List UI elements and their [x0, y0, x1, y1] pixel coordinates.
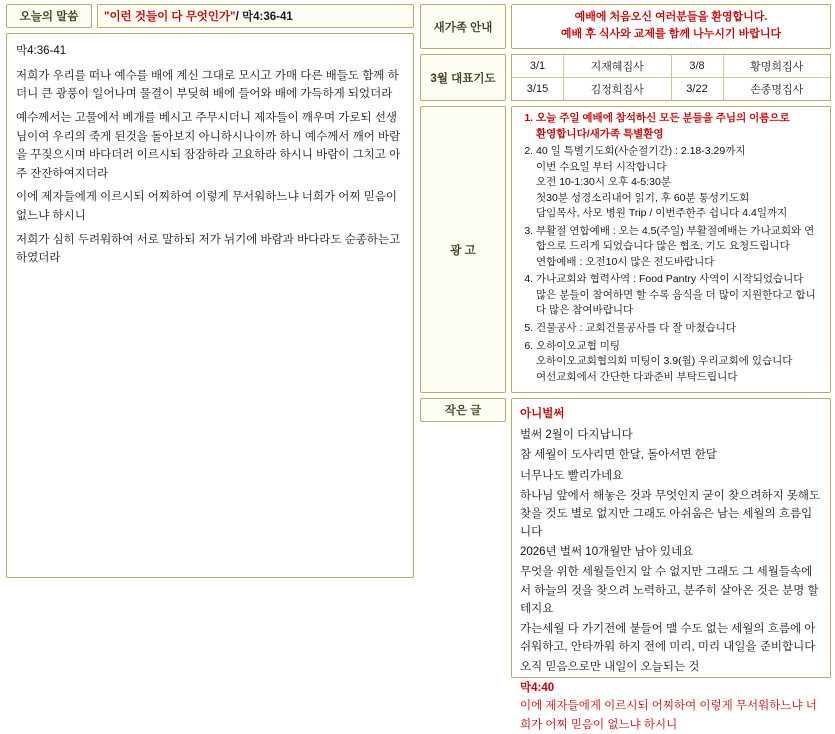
announcement-line: 6. 오하이오교협 미팅: [536, 339, 621, 352]
verse-title: [97, 4, 414, 28]
list-item: [536, 224, 824, 271]
announcement-line: 환영합니다/새가족 특별환영: [536, 127, 664, 140]
left-header: [6, 4, 414, 28]
left-column: [0, 0, 420, 584]
announcement-line: 연합예배 : 오전10시 많은 전도바랍니다: [536, 255, 715, 268]
newfamily-label: 새가족 안내: [420, 4, 506, 49]
newfamily-line-2: 예배 후 식사와 교제를 함께 나누시기 바랍니다: [560, 28, 782, 41]
essay-title: 아니벌써: [520, 408, 565, 421]
announcement-line: 3. 부활절 연합예배 : 오는 4.5(주일) 부활절예배는 가나교회와 연합으로 드리게 되었습니다 많은 협조, 기도 요청드립니다: [536, 224, 815, 253]
essay-content: [511, 398, 831, 731]
verse-quote: "이런 것들이 다 무엇인가": [104, 11, 236, 23]
announcement-line: 첫30분 성경소리내어 읽기, 후 60분 통성기도회: [536, 191, 750, 204]
prayer-row: [420, 54, 831, 101]
prayer-date: 3/22: [671, 78, 723, 101]
scripture-body: [6, 33, 414, 578]
verse-reference: / 막4:36-41: [235, 11, 293, 23]
essay-paragraph: 오직 믿음으로만 내일이 오늘되는 것: [520, 661, 700, 674]
essay-label: 작은 글: [420, 398, 506, 422]
list-item: [536, 111, 824, 142]
essay-paragraph: 참 세월이 도사리면 한달, 돌아서면 한달: [520, 449, 717, 462]
scripture-paragraph: 저희가 심히 두려워하여 서로 말하되 저가 뉘기에 바람과 바다라도 순종하는고 하였더라: [16, 233, 401, 265]
announcement-line: 4. 가나교회와 협력사역 : Food Pantry 사역이 시작되었습니다: [536, 273, 804, 286]
essay-scripture-quote: 이에 제자들에게 이르시되 어찌하여 이렇게 무서워하느냐 너희가 어찌 믿음이 없느냐 하시니: [520, 700, 817, 731]
prayer-date: 3/1: [512, 55, 564, 78]
essay-row: [420, 398, 831, 731]
announcement-line: 담임목사, 사모 병원 Trip / 이번주한주 쉽니다 4.4일까지: [536, 207, 788, 220]
scripture-paragraph: 예수께서는 고물에서 베개를 베시고 주무시더니 제자들이 깨우며 가로되 선생님이여 우리의 죽게 된것을 돌아보지 아니하시나이까 하니 예수께서 깨어 바람을 꾸짖으시며 바다더러 이르시되 잠잠하라 고요하라 하시니 바람이 그치고 아주 잔잔하여지더라: [16, 111, 401, 180]
essay-paragraph: 벌써 2월이 다지납니다: [520, 429, 633, 442]
essay-paragraph: 가는세월 다 가기전에 붙들어 맬 수도 없는 세월의 흐름에 아쉬워하고, 안타까워 하지 전에 미리, 미리 내일을 준비합니다: [520, 622, 816, 653]
table-row: [512, 78, 831, 101]
announcement-line: 1. 오늘 주일 예배에 참석하신 모든 분들을 주님의 이름으로: [536, 112, 790, 125]
announcement-line: 오하이오교회협의회 미팅이 3.9(월) 우리교회에 있습니다: [536, 355, 793, 368]
essay-paragraph: 무엇을 위한 세월들인지 알 수 없지만 그래도 그 세월들속에서 하늘의 것을 찾으려 노력하고, 분주히 살아온 것은 분명 할테지요: [520, 566, 819, 615]
right-column: [420, 0, 835, 731]
essay-paragraph: 하나님 앞에서 해놓은 것과 무엇인지 굳이 찾으려하지 못해도 찾을 것도 별로 없지만 그래도 아쉬움은 남는 세월의 흐름입니다: [520, 489, 821, 539]
newfamily-notice: [511, 4, 831, 49]
list-item: [536, 272, 824, 319]
scripture-paragraph: 이에 제자들에게 이르시되 어찌하여 이렇게 무서워하느냐 너희가 어찌 믿음이 없느냐 하시니: [16, 191, 398, 222]
announcement-list: [520, 111, 824, 385]
announcements-label: 광 고: [420, 106, 506, 393]
prayer-date: 3/15: [512, 78, 564, 101]
scripture-paragraph: 저희가 우리를 떠나 예수를 배에 계신 그대로 모시고 가매 다른 배들도 함께 하더니 큰 광풍이 일어나며 물결이 부딪혀 배에 들어와 배에 가득하게 되었더라: [16, 69, 399, 101]
newfamily-line-1: 예배에 처음오신 여러분들을 환영합니다.: [574, 11, 768, 23]
prayer-person: 김정희집사: [564, 78, 672, 101]
scripture-reference: 막4:36-41: [16, 45, 67, 57]
prayer-schedule-label: 3월 대표기도: [420, 54, 506, 101]
prayer-date: 3/8: [671, 55, 723, 78]
announcement-line: 오전 10-1:30시 오후 4-5:30분: [536, 176, 671, 189]
prayer-person: 손종명집사: [723, 78, 831, 101]
todays-word-label: 오늘의 말씀: [6, 4, 92, 28]
announcements-row: [420, 106, 831, 393]
announcement-line: 이번 수요일 부터 시작합니다: [536, 160, 667, 173]
table-row: [512, 55, 831, 78]
announcement-line: 5. 건물공사 : 교회건물공사를 다 잘 마쳤습니다: [536, 322, 737, 334]
prayer-person: 황명희집사: [723, 55, 831, 78]
list-item: [536, 321, 824, 337]
announcement-line: 많은 분들이 참여하면 할 수록 음식을 더 많이 지원한다고 합니다 많은 참여바랍니다: [536, 288, 816, 317]
prayer-person: 지재혜집사: [564, 55, 672, 78]
announcement-line: 여선교회에서 간단한 다과준비 부탁드립니다: [536, 370, 738, 383]
list-item: [536, 144, 824, 222]
announcements-content: [511, 106, 831, 393]
prayer-schedule-table: [511, 54, 831, 101]
essay-scripture-reference: 막4:40: [520, 682, 555, 695]
announcement-line: 2. 40 일 특별기도회(사순절기간) : 2.18-3.29까지: [536, 145, 746, 158]
list-item: [536, 339, 824, 386]
essay-paragraph: 너무나도 빨리가네요: [520, 469, 624, 482]
newfamily-row: [420, 4, 831, 49]
essay-paragraph: 2026년 벌써 10개월만 남아 있네요: [520, 546, 694, 559]
